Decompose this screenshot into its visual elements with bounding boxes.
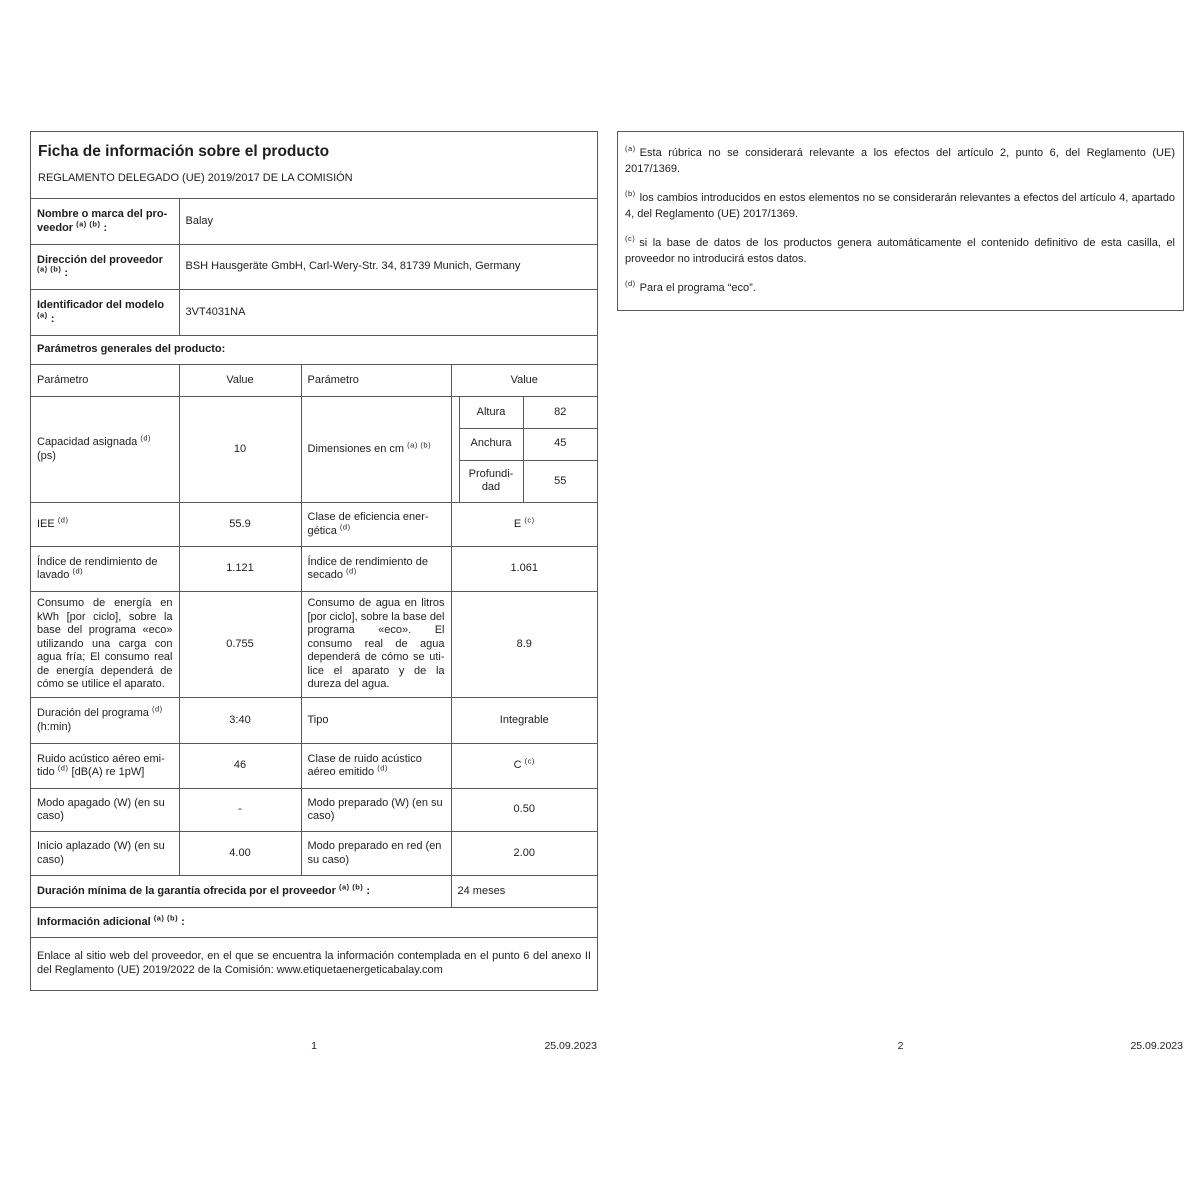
dimension-height-value: 82 xyxy=(523,397,597,428)
type-value: Integrable xyxy=(451,698,597,744)
dimension-width-label: Anchura xyxy=(459,428,523,460)
washing-index-label: Índice de rendimiento de lavado $^{(d)}$ xyxy=(31,547,179,592)
column-header-parameter-1: Parámetro xyxy=(31,365,179,397)
table-row-supplier xyxy=(31,199,597,245)
table-row-iee-energy-class xyxy=(31,503,597,547)
energy-consumption-label: Consumo de energía en kWh [por ciclo], sobre la base del programa «eco» utilizando una carga con agua fría; El consumo real de energía dependerá de cómo se utilice el aparato. xyxy=(31,592,179,698)
page-number-1: 1 xyxy=(311,1040,317,1052)
dimension-depth-label: Profundi-dad xyxy=(459,460,523,502)
washing-index-value: 1.121 xyxy=(179,547,301,592)
product-info-table xyxy=(31,198,597,990)
dimension-height-label: Altura xyxy=(459,397,523,428)
footnote-marker-d: (d) xyxy=(625,279,636,289)
column-header-value-1: Value xyxy=(179,365,301,397)
supplier-address-value: BSH Hausgeräte GmbH, Carl-Wery-Str. 34, 81739 Munich, Germany xyxy=(179,245,597,290)
additional-info-label: Información adicional $^{(a) (b)}$ : xyxy=(31,908,597,938)
general-parameters-header: Parámetros generales del producto: xyxy=(31,336,597,365)
noise-class-value: C $^{(c)}$ xyxy=(451,744,597,789)
type-label: Tipo xyxy=(301,698,451,744)
model-identifier-value: 3VT4031NA xyxy=(179,290,597,336)
supplier-name-label: Nombre o marca del pro-veedor $^{(a) (b)}$ : xyxy=(31,199,179,245)
table-row-address xyxy=(31,245,597,290)
column-header-value-2: Value xyxy=(451,365,597,397)
footnote-a-text: Esta rúbrica no se considerará relevante a los efectos del artículo 2, punto 6, del Reglamento (UE) 2017/1369. xyxy=(625,147,1175,175)
dimension-row-width xyxy=(459,428,597,460)
iee-value: 55.9 xyxy=(179,503,301,547)
noise-value: 46 xyxy=(179,744,301,789)
standby-mode-value: 0.50 xyxy=(451,789,597,832)
page-number-2: 2 xyxy=(897,1040,904,1052)
table-row-additional-info xyxy=(31,908,597,938)
capacity-value: 10 xyxy=(179,397,301,503)
dimensions-label: Dimensiones en cm $^{(a) (b)}$ xyxy=(301,397,451,503)
iee-label: IEE $^{(d)}$ xyxy=(31,503,179,547)
page-footer-1 xyxy=(30,1040,598,1054)
table-row-capacity-dimensions xyxy=(31,397,597,503)
drying-index-label: Índice de rendimiento de secado $^{(d)}$ xyxy=(301,547,451,592)
capacity-label: Capacidad asignada $^{(d)}$ (ps) xyxy=(31,397,179,503)
warranty-value: 24 meses xyxy=(451,876,597,908)
standby-mode-label: Modo preparado (W) (en su caso) xyxy=(301,789,451,832)
delayed-start-value: 4.00 xyxy=(179,832,301,876)
delayed-start-label: Inicio aplazado (W) (en su caso) xyxy=(31,832,179,876)
supplier-name-value: Balay xyxy=(179,199,597,245)
table-row-off-standby xyxy=(31,789,597,832)
dimension-row-depth xyxy=(459,460,597,502)
footnote-b xyxy=(625,190,1175,222)
networked-standby-value: 2.00 xyxy=(451,832,597,876)
energy-consumption-value: 0.755 xyxy=(179,592,301,698)
column-header-parameter-2: Parámetro xyxy=(301,365,451,397)
footnote-c-text: si la base de datos de los productos genera automáticamente el contenido definitivo de esta casilla, el proveedor no introducirá estos datos. xyxy=(625,237,1175,265)
dimension-depth-value: 55 xyxy=(523,460,597,502)
model-identifier-label: Identificador del modelo $^{(a)}$ : xyxy=(31,290,179,336)
water-consumption-label: Consumo de agua en litros [por ciclo], sobre la base del programa «eco». El consumo real de agua dependerá de cómo se uti-lice el aparato y de la dureza del agua. xyxy=(301,592,451,698)
table-row-model xyxy=(31,290,597,336)
drying-index-value: 1.061 xyxy=(451,547,597,592)
table-row-noise xyxy=(31,744,597,789)
page-title: Ficha de información sobre el producto xyxy=(38,143,330,160)
footnote-c xyxy=(625,235,1175,267)
table-row-delay-network xyxy=(31,832,597,876)
document-header xyxy=(31,132,597,198)
dimension-row-height xyxy=(459,397,597,428)
off-mode-value: - xyxy=(179,789,301,832)
water-consumption-value: 8.9 xyxy=(451,592,597,698)
page-footer-2 xyxy=(617,1040,1184,1054)
networked-standby-label: Modo preparado en red (en su caso) xyxy=(301,832,451,876)
warranty-label: Duración mínima de la garantía ofrecida por el proveedor $^{(a) (b)}$ : xyxy=(31,876,451,908)
footnotes-page xyxy=(617,131,1184,311)
dimensions-table xyxy=(459,397,598,502)
table-row-consumption xyxy=(31,592,597,698)
program-duration-value: 3:40 xyxy=(179,698,301,744)
footnote-d-text: Para el programa “eco”. xyxy=(639,282,756,294)
footnote-a xyxy=(625,145,1175,177)
website-link-text: Enlace al sitio web del proveedor, en el que se encuentra la información contemplada en el punto 6 del anexo II del Reglamento (UE) 2019/2022 de la Comisión: www.etiquetaenergeticabalay.com xyxy=(31,938,597,990)
product-fiche-page xyxy=(30,131,598,991)
table-row-website-link xyxy=(31,938,597,990)
supplier-address-label: Dirección del proveedor $^{(a) (b)}$ : xyxy=(31,245,179,290)
energy-class-value: E $^{(c)}$ xyxy=(451,503,597,547)
dimensions-value-cell xyxy=(451,397,597,503)
off-mode-label: Modo apagado (W) (en su caso) xyxy=(31,789,179,832)
program-duration-label: Duración del programa $^{(d)}$ (h:min) xyxy=(31,698,179,744)
table-row-warranty xyxy=(31,876,597,908)
table-row-column-headers xyxy=(31,365,597,397)
regulation-subtitle: REGLAMENTO DELEGADO (UE) 2019/2017 DE LA COMISIÓN xyxy=(38,172,353,184)
footnote-d xyxy=(625,280,1175,296)
dimension-width-value: 45 xyxy=(523,428,597,460)
noise-class-label: Clase de ruido acústico aéreo emitido $^{(d)}$ xyxy=(301,744,451,789)
table-row-duration-type xyxy=(31,698,597,744)
page-date-1: 25.09.2023 xyxy=(544,1040,597,1052)
footnote-marker-a: (a) xyxy=(625,144,636,154)
footnote-marker-b: (b) xyxy=(625,189,636,199)
noise-label: Ruido acústico aéreo emi-tido $^{(d)}$ [dB(A) re 1pW] xyxy=(31,744,179,789)
energy-class-label: Clase de eficiencia ener-gética $^{(d)}$ xyxy=(301,503,451,547)
table-row-performance-indices xyxy=(31,547,597,592)
table-row-section-header xyxy=(31,336,597,365)
footnote-marker-c: (c) xyxy=(625,234,636,244)
page-date-2: 25.09.2023 xyxy=(1130,1040,1183,1052)
footnote-b-text: los cambios introducidos en estos elementos no se considerarán relevantes a efectos del artículo 4, apartado 4, del Reglamento (UE) 2017/1369. xyxy=(625,192,1175,220)
